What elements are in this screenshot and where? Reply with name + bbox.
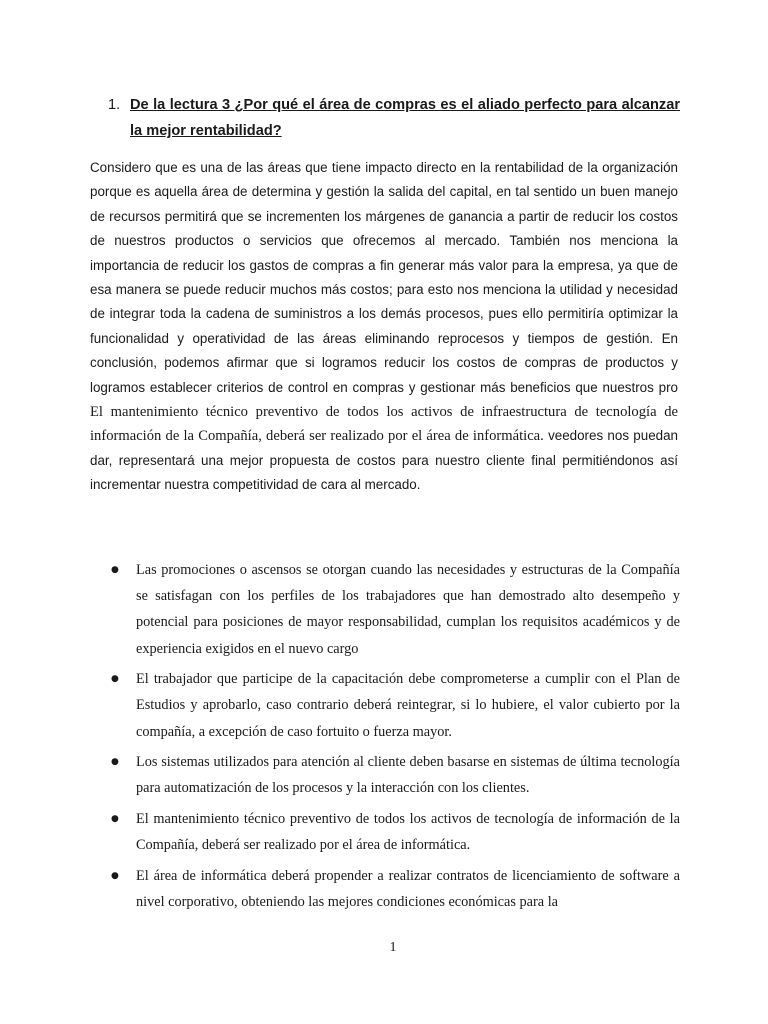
question-heading bbox=[108, 92, 680, 144]
answer-paragraph bbox=[90, 156, 678, 498]
question-text: De la lectura 3 ¿Por qué el área de compras es el aliado perfecto para alcanzar la mejor rentabilidad? bbox=[130, 97, 680, 139]
bullet-list bbox=[108, 557, 680, 920]
list-item-text: El trabajador que participe de la capacitación debe comprometerse a cumplir con el Plan de Estudios y aprobarlo, caso contrario deberá reintegrar, si lo hubiere, el valor cubierto por la compañía, a excepción de caso fortuito o fuerza mayor. bbox=[136, 671, 680, 740]
answer-text-part-1: Considero que es una de las áreas que tiene impacto directo en la rentabilidad de la organización porque es aquella área de determina y gestión la salida del capital, en tal sentido un buen manejo de recursos permitirá que se incrementen los márgenes de ganancia a partir de reducir los costos de nuestros productos o servicios que ofrecemos al mercado. También nos menciona la importancia de reducir los gastos de compras a fin generar más valor para la empresa, ya que de esa manera se puede reducir muchos más costos; para esto nos menciona la utilidad y necesidad de integrar toda la cadena de suministros a los demás procesos, pues ello permitiría optimizar la funcionalidad y operatividad de las áreas eliminando reprocesos y tiempos de gestión. En conclusión, podemos afirmar que si logramos reducir los costos de compras de productos y logramos establecer criterios de control en compras y gestionar más beneficios que nuestros pro bbox=[90, 160, 678, 395]
list-item-text: Los sistemas utilizados para atención al cliente deben basarse en sistemas de última tecnología para automatización de los procesos y la interacción con los clientes. bbox=[136, 754, 680, 797]
list-item bbox=[108, 666, 680, 745]
bullet-icon: ● bbox=[111, 814, 119, 824]
question-number: 1. bbox=[108, 97, 121, 113]
list-item-text: El mantenimiento técnico preventivo de todos los activos de tecnología de información de la Compañía, deberá ser realizado por el área de informática. bbox=[136, 811, 680, 854]
list-item-text: Las promociones o ascensos se otorgan cuando las necesidades y estructuras de la Compañía se satisfagan con los perfiles de los trabajadores que han demostrado alto desempeño y potencial para posiciones de mayor responsabilidad, cumplan los requisitos académicos y de experiencia exigidos en el nuevo cargo bbox=[136, 562, 680, 657]
answer-text-part-3: veedores nos puedan dar, representará una mejor propuesta de costos para nuestro cliente final permitiéndonos así incrementar nuestra competitividad de cara al mercado. bbox=[90, 428, 678, 493]
bullet-icon: ● bbox=[111, 757, 119, 768]
page-number: 1 bbox=[389, 940, 397, 955]
bullet-icon: ● bbox=[111, 674, 119, 685]
list-item bbox=[108, 749, 680, 801]
list-item bbox=[108, 863, 680, 915]
list-item-text: El área de informática deberá propender a realizar contratos de licenciamiento de software a nivel corporativo, obteniendo las mejores condiciones económicas para la bbox=[136, 867, 680, 910]
list-item bbox=[108, 557, 680, 662]
answer-text-part-2: El mantenimiento técnico preventivo de todos los activos de infraestructura de tecnología de información de la Compañía, deberá ser realizado por el área de informática. bbox=[90, 404, 678, 445]
list-item bbox=[108, 806, 680, 858]
bullet-icon: ● bbox=[111, 870, 119, 881]
bullet-icon: ● bbox=[111, 565, 119, 575]
